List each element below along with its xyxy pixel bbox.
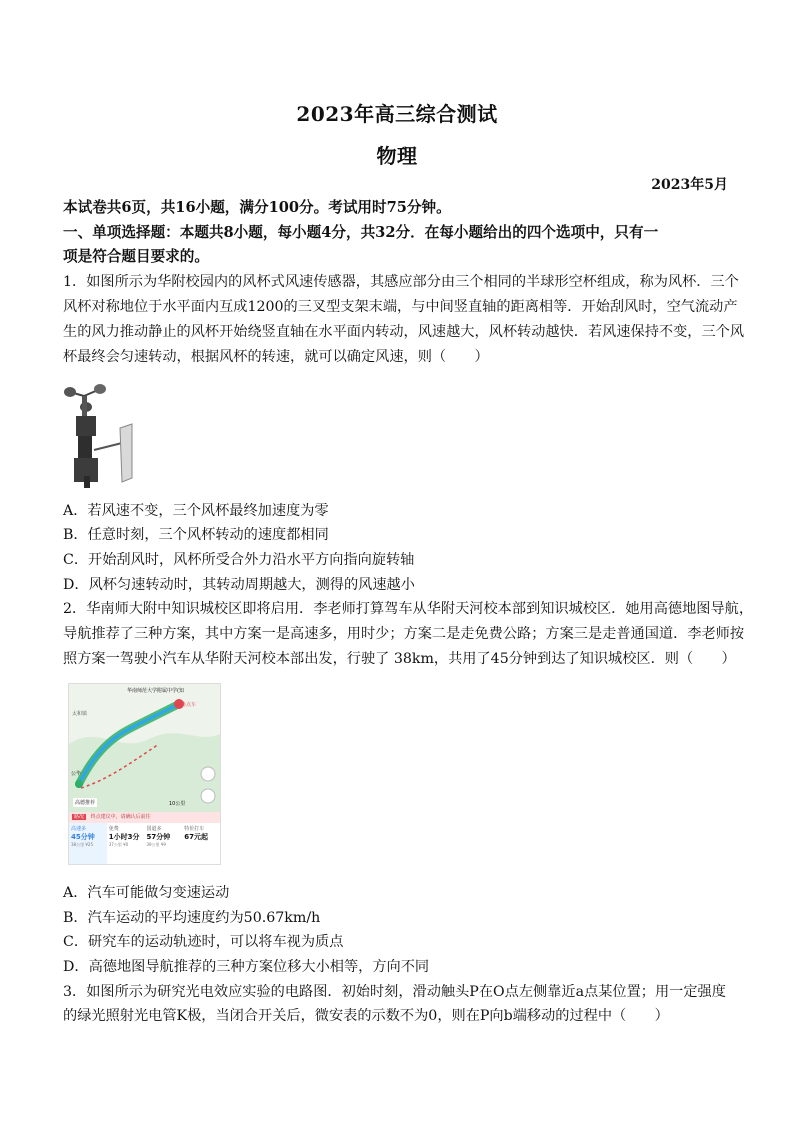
map-left-label: 太和镇	[72, 711, 88, 717]
map-notice-badge: 路况	[74, 814, 85, 820]
q1-option-d: D．风杯匀速转动时，其转动周期越大，测得的风速越小	[63, 577, 415, 593]
section-heading-line2: 项是符合题目要求的。	[63, 248, 209, 265]
subject-title: 物理	[376, 144, 418, 168]
q1-option-b: B．任意时刻，三个风杯转动的速度都相同	[63, 527, 329, 543]
map-side-label: 公毕	[71, 771, 82, 777]
q1-stem-line: 生的风力推动静止的风杯开始绕竖直轴在水平面内转动，风速越大，风杯转动越快．若风速保持不变，三个风	[63, 324, 745, 340]
route-option[interactable]: 免费 1小时3分 37公里 ¥0	[108, 826, 140, 847]
navigation-map-screenshot	[68, 683, 221, 865]
q1-option-c: C．开始刮风时，风杯所受合外力沿水平方向指向旋转轴	[63, 552, 415, 568]
q2-option-c: C．研究车的运动轨迹时，可以将车视为质点	[63, 934, 344, 950]
map-notice-text: 终点建议中，请确认后前往	[90, 814, 151, 820]
exam-date: 2023年5月	[651, 177, 728, 193]
map-route-options	[69, 823, 220, 864]
map-road-label: 高德推荐	[75, 800, 96, 806]
route-option[interactable]: 国道多 57分钟 39公里 ¥9	[146, 826, 171, 847]
map-notice-bar	[69, 812, 220, 823]
map-scale-label: 10公里	[169, 801, 186, 807]
route-option[interactable]: 特价打车 67元起	[184, 826, 208, 841]
q3-stem-line: 3．如图所示为研究光电效应实验的电路图．初始时刻，滑动触头P在O点左侧靠近a点某位置；用一定强度	[63, 984, 726, 1000]
route-option[interactable]: 高速多 45分钟 38公里 ¥25	[69, 823, 107, 864]
exam-note: 本试卷共6页，共16小题，满分100分。考试用时75分钟。	[63, 199, 451, 216]
q1-stem-line: 1．如图所示为华附校园内的风杯式风速传感器，其感应部分由三个相同的半球形空杯组成，称为风杯．三个	[63, 274, 739, 290]
exam-title: 2023年高三综合测试	[296, 102, 498, 126]
map-view	[69, 684, 220, 812]
anemometer-photo	[64, 380, 136, 488]
q2-option-d: D．高德地图导航推荐的三种方案位移大小相等，方向不同	[63, 959, 430, 975]
q1-stem-line: 杯最终会匀速转动，根据风杯的转速，就可以确定风速，则（ ）	[63, 349, 489, 365]
q2-option-a: A．汽车可能做匀变速运动	[63, 885, 230, 901]
q1-option-a: A．若风速不变，三个风杯最终加速度为零	[63, 503, 329, 519]
map-place-label: 华南师范大学附属中学(知	[127, 688, 184, 694]
q2-stem-line: 导航推荐了三种方案，其中方案一是高速多，用时少；方案二是走免费公路；方案三是走普通国道．李老师按	[63, 626, 745, 642]
section-heading-line1: 一、单项选择题：本题共8小题，每小题4分，共32分．在每小题给出的四个选项中，只有一	[63, 224, 659, 241]
q1-stem-line: 风杯对称地位于水平面内互成1200的三叉型支架末端，与中间竖直轴的距离相等．开始刮风时，空气流动产	[63, 299, 738, 315]
q3-stem-line: 的绿光照射光电管K极，当闭合开关后，微安表的示数不为0，则在P向b端移动的过程中（ ）	[63, 1008, 669, 1024]
q2-option-b: B．汽车运动的平均速度约为50.67km/h	[63, 910, 321, 926]
map-destination-tag: 终点车	[181, 702, 197, 708]
q2-stem-line: 照方案一驾驶小汽车从华附天河校本部出发，行驶了 38km，共用了45分钟到达了知识城校区．则（ ）	[63, 651, 736, 667]
q2-stem-line: 2．华南师大附中知识城校区即将启用．李老师打算驾车从华附天河校本部到知识城校区．她用高德地图导航，	[63, 601, 754, 617]
